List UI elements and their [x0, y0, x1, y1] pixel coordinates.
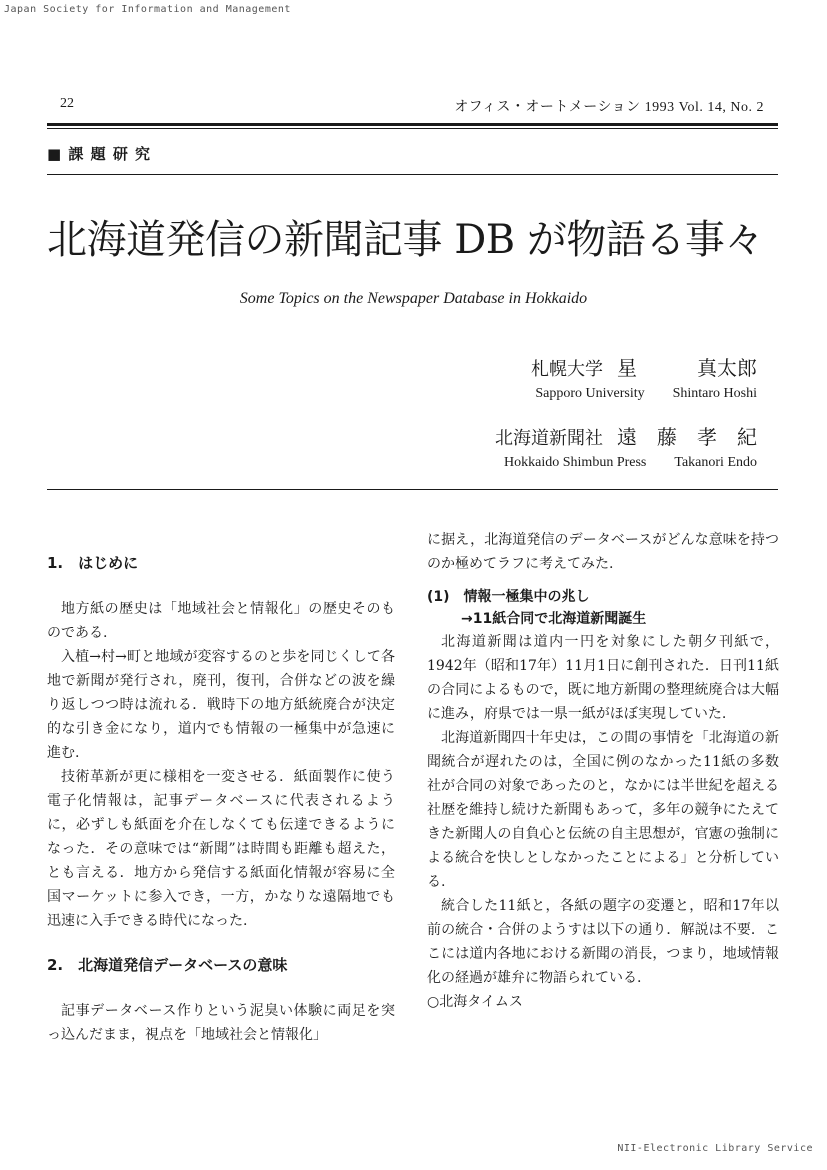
paper-title: 北海道発信の新聞記事 DB が物語る事々 [47, 217, 764, 263]
section-2-heading: 2. 北海道発信データベースの意味 [47, 956, 288, 974]
paragraph-continuation: に据え，北海道発信のデータベースがどんな意味を持つのか極めてラフに考えてみた. [427, 532, 779, 572]
right-column [427, 528, 779, 1014]
list-item: ○北海タイムス [427, 994, 523, 1010]
page-number: 22 [60, 96, 74, 111]
paragraph: 北海道新聞四十年史は，この間の事情を「北海道の新聞統合が遅れたのは，全国に例のなかった11紙の多数社が合同の対象であったのと，なかには半世紀を超える社歴を維持し続けた新聞もあって，多年の競争にたえてきた新聞人の自負心と伝統の自主思想が，官憲の強制による統合を快しとしなかったことによる」と分析している. [427, 730, 779, 890]
paragraph: 技術革新が更に様相を一変させる．紙面製作に使う電子化情報は，記事データベースに代表されるように，必ずしも紙面を介在しなくても伝達できるようになった．その意味では“新聞”は時間も距離も超えた，とも言える．地方から発信する紙面化情報が容易に全国マーケットに参入でき，一方，かなりな遠隔地でも迅速に入手できる時代になった. [47, 769, 395, 929]
journal-header: オフィス・オートメーション 1993 Vol. 14, No. 2 [454, 100, 764, 115]
author-1-en [535, 386, 757, 402]
subsection-heading-line-2: →11紙合同で北海道新聞誕生 [461, 611, 647, 627]
header-rule-thin [47, 128, 778, 129]
paragraph: 統合した11紙と，各紙の題字の変遷と，昭和17年以前の統合・合併のようすは以下の通り．解説は不要．ここには道内各地における新聞の消長，つまり，地域情報化の経過が雄弁に物語られている. [427, 898, 779, 986]
category-rule [47, 174, 778, 175]
author-1-affiliation-en: Sapporo University [535, 386, 645, 401]
author-1-affiliation-ja: 札幌大学 [531, 359, 603, 380]
watermark-top: Japan Society for Information and Management [4, 4, 291, 15]
paragraph: 地方紙の歴史は「地域社会と情報化」の歴史そのものである. [47, 601, 395, 641]
paragraph: 入植→村→町と地域が変容するのと歩を同じくして各地で新聞が発行され，廃刊，復刊，合併などの波を繰り返しつつ時は流れる．戦時下の地方紙統廃合が決定的な引き金になり，道内でも情報の一極集中が急速に進む. [47, 649, 395, 761]
authors-rule [47, 489, 778, 490]
paragraph: 記事データベース作りという泥臭い体験に両足を突っ込んだまま，視点を「地域社会と情報化」 [47, 1003, 395, 1043]
paragraph: 北海道新聞は道内一円を対象にした朝夕刊紙で，1942年（昭和17年）11月1日に創刊された．日刊11紙の合同によるもので，既に地方新聞の整理統廃合は大幅に進み，府県では一県一紙がほぼ実現していた. [427, 634, 779, 722]
author-2-name-ja: 遠 藤 孝 紀 [617, 425, 757, 449]
author-2-ja [495, 421, 757, 450]
left-column [47, 551, 395, 1047]
author-2-affiliation-en: Hokkaido Shimbun Press [504, 455, 647, 470]
author-2-en [504, 455, 757, 471]
watermark-bottom: NII-Electronic Library Service [617, 1143, 813, 1154]
category-label: ■ 課 題 研 究 [47, 145, 152, 163]
section-1-heading: 1. はじめに [47, 554, 139, 572]
author-2-affiliation-ja: 北海道新聞社 [495, 428, 603, 449]
paper-subtitle: Some Topics on the Newspaper Database in Hokkaido [239, 290, 588, 307]
author-2-name-en: Takanori Endo [674, 455, 757, 470]
author-1-name-en: Shintaro Hoshi [672, 386, 757, 401]
author-1-name-ja: 星 真太郎 [617, 356, 757, 380]
header-rule-thick [47, 123, 778, 126]
subsection-heading: (1) 情報一極集中の兆し [427, 589, 590, 605]
author-1-ja [531, 352, 757, 381]
